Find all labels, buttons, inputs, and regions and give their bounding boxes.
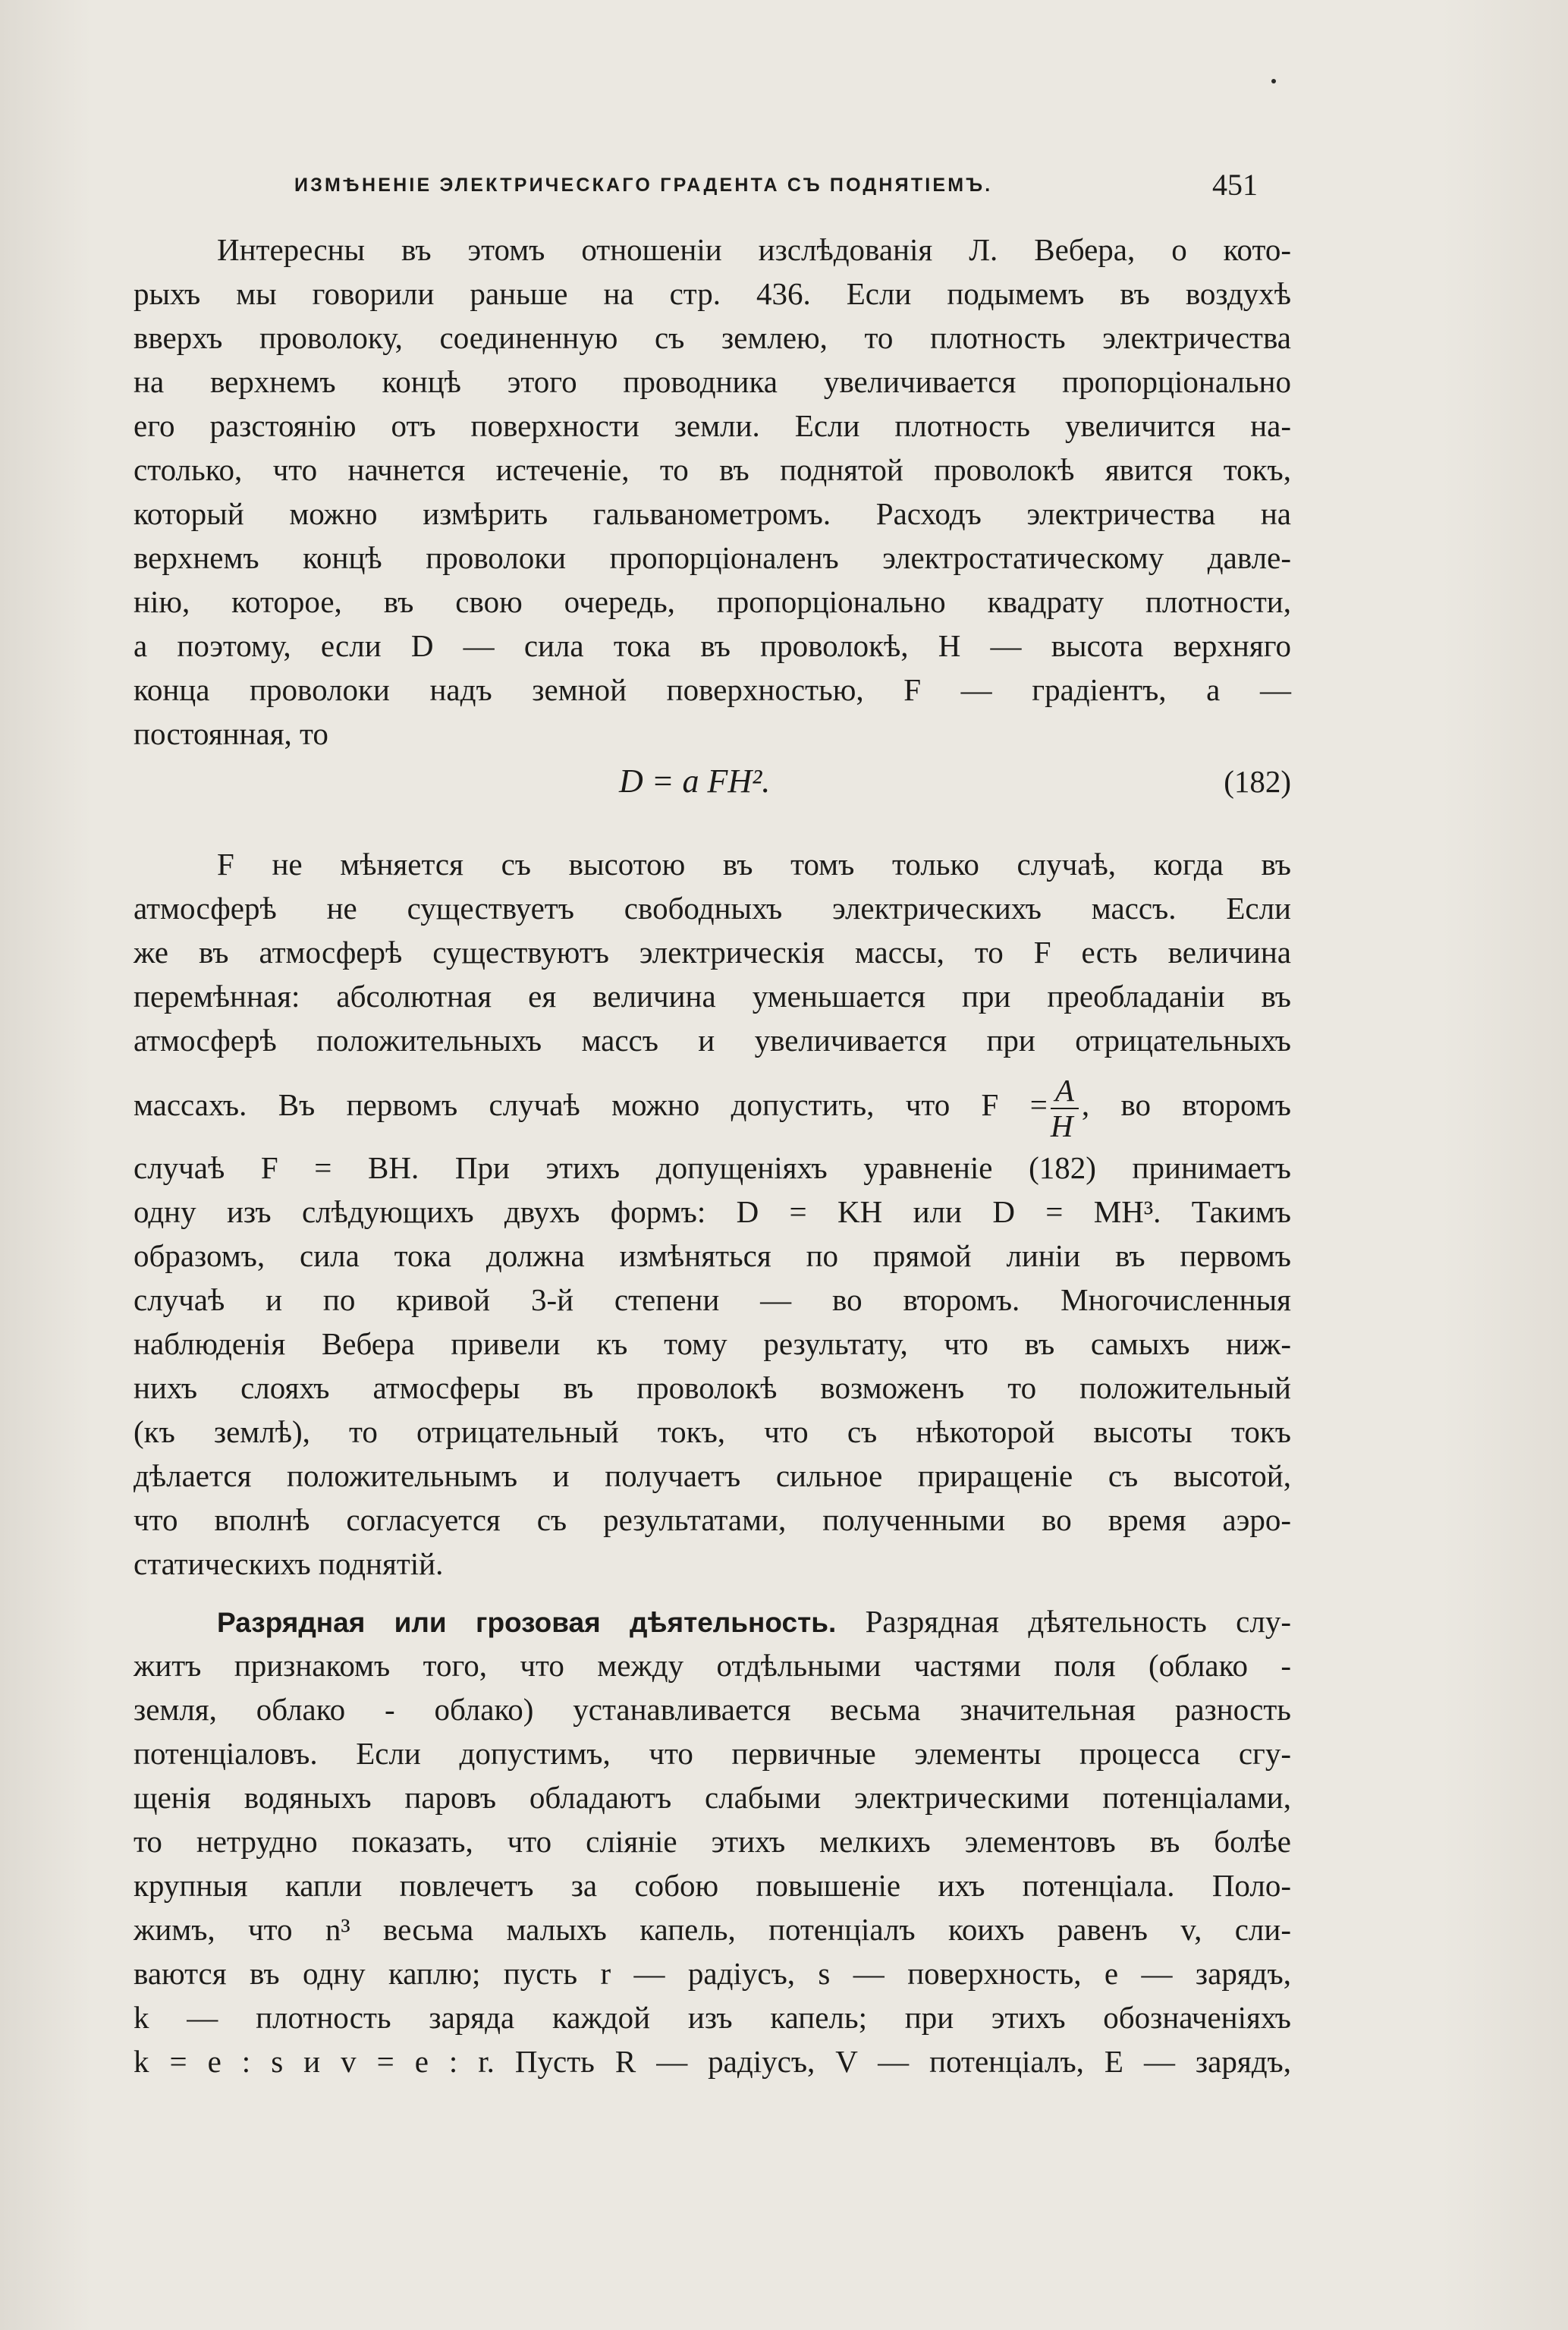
text-line: щенія водяныхъ паровъ обладаютъ слабыми электрическими потенціалами, [134,1780,1291,1815]
text-line: на верхнемъ концѣ этого проводника увеличивается пропорціонально [134,364,1291,399]
text-line: который можно измѣрить гальванометромъ. Расходъ электричества на [134,496,1291,531]
text-line: атмосферѣ не существуетъ свободныхъ электрическихъ массъ. Если [134,891,1291,926]
text-line: одну изъ слѣдующихъ двухъ формъ: D = KH или D = MH³. Такимъ [134,1194,1291,1229]
text-line: житъ признакомъ того, что между отдѣльными частями поля (облако - [134,1648,1291,1683]
text-line: k — плотность заряда каждой изъ капель; при этихъ обозначеніяхъ [134,2000,1291,2035]
equation-number: (182) [1224,764,1291,799]
text-line: дѣлается положительнымъ и получаетъ сильное приращеніе съ высотой, [134,1458,1291,1493]
text-line: k = e : s и v = e : r. Пусть R — радіусъ, V — потенціалъ, E — зарядъ, [134,2044,1291,2079]
text-line: постоянная, то [134,716,328,751]
fraction-line [134,1072,1291,1143]
ink-speck [1271,79,1276,83]
text-line: (къ землѣ), то отрицательный токъ, что съ нѣкоторой высоты токъ [134,1414,1291,1449]
page-header [294,168,1258,205]
text-line: верхнемъ концѣ проволоки пропорціоналенъ электростатическому давле- [134,540,1291,575]
fraction-line-after: , во второмъ [1081,1087,1291,1122]
section-first-line [217,1599,1291,1643]
section-heading: Разрядная или грозовая дѣятельность. [217,1607,837,1638]
equation-182: D = a FH². [619,763,771,800]
running-title: ИЗМѢНЕНІЕ ЭЛЕКТРИЧЕСКАГО ГРАДЕНТА СЪ ПОДНЯТІЕМЪ. [294,175,993,196]
text-line: же въ атмосферѣ существуютъ электрическія массы, то F есть величина [134,935,1291,970]
text-line: случаѣ и по кривой 3-й степени — во второмъ. Многочисленныя [134,1282,1291,1317]
text-line: перемѣнная: абсолютная ея величина уменьшается при преобладаніи въ [134,979,1291,1014]
text-line: то нетрудно показать, что сліяніе этихъ мелкихъ элементовъ въ болѣе [134,1824,1291,1859]
text-line: столько, что начнется истеченіе, то въ поднятой проволокѣ явится токъ, [134,452,1291,487]
text-line: атмосферѣ положительныхъ массъ и увеличивается при отрицательныхъ [134,1023,1291,1058]
text-line: что вполнѣ согласуется съ результатами, полученными во время аэро- [134,1502,1291,1537]
text-line: нію, которое, въ свою очередь, пропорціонально квадрату плотности, [134,584,1291,619]
fraction-line-before: массахъ. Въ первомъ случаѣ можно допустить, что F = [134,1087,1048,1122]
text-line: статическихъ поднятій. [134,1546,444,1581]
text-line: рыхъ мы говорили раньше на стр. 436. Если подымемъ въ воздухѣ [134,276,1291,311]
text-line: случаѣ F = BH. При этихъ допущеніяхъ уравненіе (182) принимаетъ [134,1150,1291,1185]
text-line: образомъ, сила тока должна измѣняться по прямой линіи въ первомъ [134,1238,1291,1273]
text-line: жимъ, что n³ весьма малыхъ капель, потенціалъ коихъ равенъ v, сли- [134,1912,1291,1947]
text-line: потенціаловъ. Если допустимъ, что первичные элементы процесса сгу- [134,1736,1291,1771]
text-line: вверхъ проволоку, соединенную съ землею, то плотность электричества [134,320,1291,355]
text-line: наблюденія Вебера привели къ тому результату, что въ самыхъ ниж- [134,1326,1291,1361]
text-line: крупныя капли повлечетъ за собою повышеніе ихъ потенціала. Поло- [134,1868,1291,1903]
fraction-numerator: A [1051,1075,1079,1109]
text-line: нихъ слояхъ атмосферы въ проволокѣ возможенъ то положительный [134,1370,1291,1405]
text-line: его разстоянію отъ поверхности земли. Если плотность увеличится на- [134,408,1291,443]
fraction-a-over-h [1050,1072,1079,1143]
text-line: а поэтому, если D — сила тока въ проволокѣ, H — высота верхняго [134,628,1291,663]
fraction-denominator: H [1050,1108,1073,1143]
text-line: ваются въ одну каплю; пусть r — радіусъ, s — поверхность, e — зарядъ, [134,1956,1291,1991]
text-line: F не мѣняется съ высотою въ томъ только случаѣ, когда въ [217,847,1291,882]
text-line: Интересны въ этомъ отношеніи изслѣдованія Л. Вебера, о кото- [217,232,1291,267]
section-first-line-text: Разрядная дѣятельность слу- [865,1604,1291,1639]
text-line: конца проволоки надъ земной поверхностью, F — градіентъ, a — [134,672,1291,707]
text-line: земля, облако - облако) устанавливается весьма значительная разность [134,1692,1291,1727]
page-number: 451 [1212,168,1258,202]
